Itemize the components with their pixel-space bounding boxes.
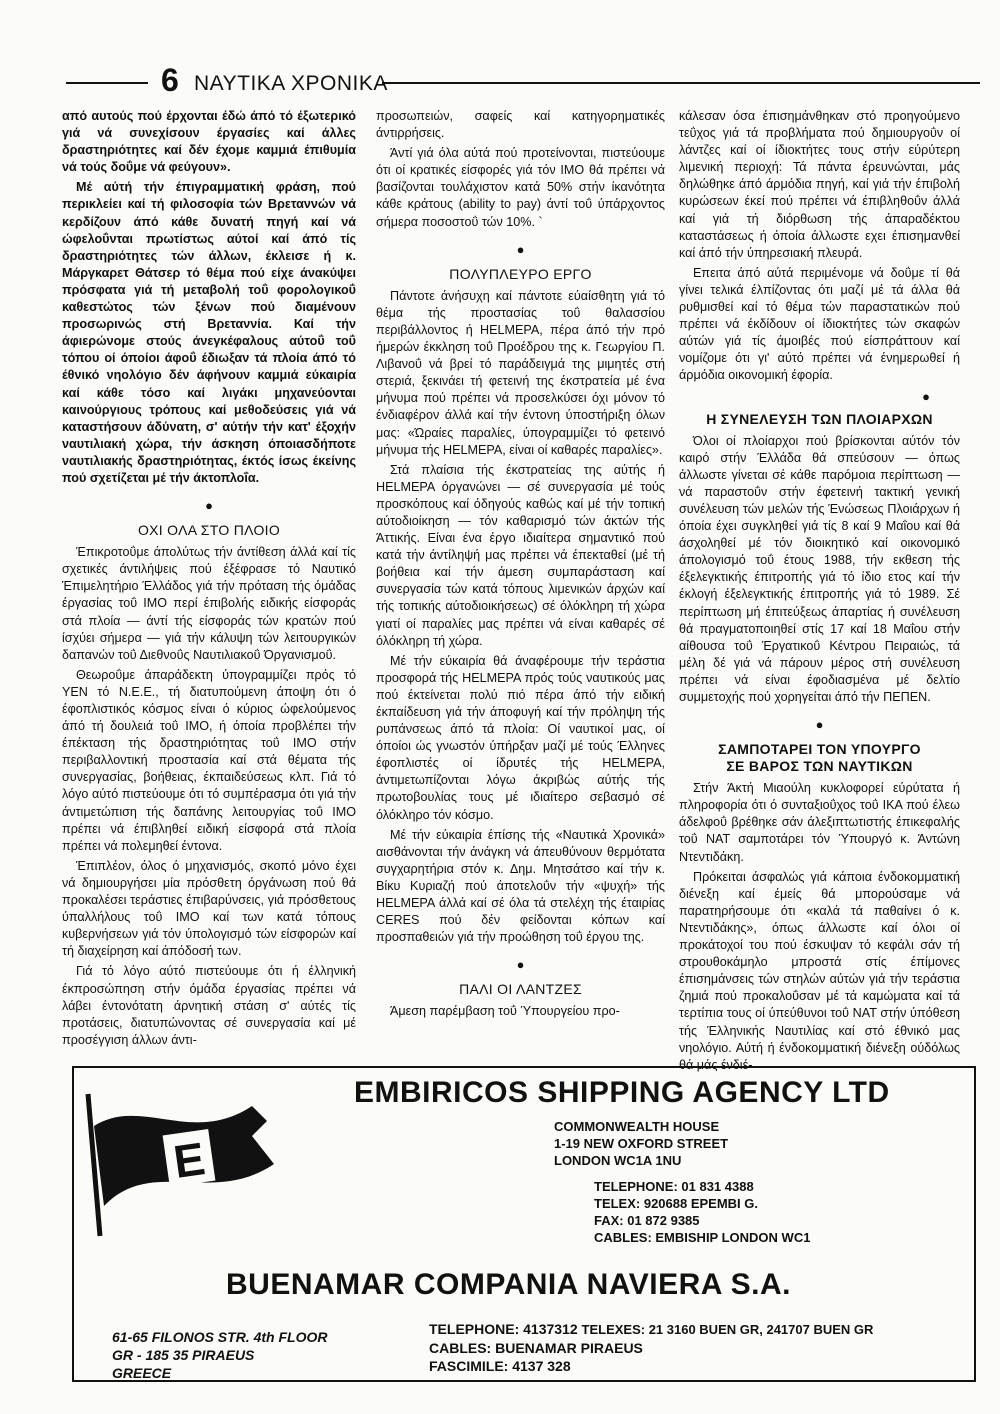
bullet-separator: ●	[922, 388, 930, 404]
header-rule-left	[66, 82, 148, 84]
bullet-separator: ●	[516, 241, 525, 257]
section-heading: Η ΣΥΝΕΛΕΥΣΗ ΤΩΝ ΠΛΟΙΑΡΧΩΝ	[706, 410, 933, 427]
column-1	[62, 108, 356, 1052]
advertisement-box	[72, 1066, 976, 1382]
contact-line: FAX: 01 872 9385	[594, 1213, 700, 1228]
paragraph: προσωπειών, σαφείς καί κατηγορηματικές άντιρρήσεις.	[376, 109, 665, 141]
contact-line	[429, 1320, 873, 1339]
section-heading: ΟΧΙ ΟΛΑ ΣΤΟ ΠΛΟΙΟ	[137, 522, 281, 539]
paragraph: Άμεση παρέμβαση τοΰ Ύπουργείου προ-	[390, 1004, 620, 1019]
piraeus-contact-block	[429, 1320, 873, 1375]
bullet-separator: ●	[205, 498, 213, 514]
flag-letter: E	[170, 1132, 209, 1188]
heading-line: ΣΕ ΒΑΡΟΣ ΤΩΝ ΝΑΥΤΙΚΩΝ	[726, 758, 913, 775]
address-line: LONDON WC1A 1NU	[554, 1153, 682, 1168]
company-name-top: EMBIRICOS SHIPPING AGENCY LTD	[354, 1076, 890, 1109]
company-name-bottom: BUENAMAR COMPANIA NAVIERA S.A.	[226, 1268, 792, 1301]
paragraph: Μέ τήν εύκαιρία θά άναφέρουμε τήν τεράστια προσφορά τής HELMEPA πρός τούς ναυτικούς μας πού έκτείνεται πολύ πιό πέρα άπό τήν ειδική έκπαίδευση γιά τήν άποφυγή καί τήν πρόληψη τής ρυπάνσεως άπό τά πλοία: Οί ναυτικοί μας, οί όποίοι ώς γνωστόν ύπήρξαν μαζί μέ τούς Έλληνες έφοπλιστές οί ίδρυτές τής HELMEPA, άντιμετωπίζονται λόγω άκριβώς αύτής τής πρωτοβουλίας τους μέ ιδιαίτερο σεβασμό σέ όλόκληρο τόν κόσμο.	[376, 653, 665, 822]
bullet-separator: ●	[516, 957, 525, 973]
bullet-separator: ●	[815, 717, 824, 733]
fascimile: FASCIMILE: 4137 328	[429, 1358, 571, 1374]
column-3	[679, 108, 960, 1077]
publication-title: ΝΑΥΤΙΚΑ ΧΡΟΝΙΚΑ	[194, 72, 388, 95]
page-header	[66, 62, 980, 100]
address-line: GR - 185 35 PIRAEUS	[112, 1347, 255, 1363]
telexes: TELEXES: 21 3160 BUEN GR, 241707 BUEN GR	[581, 1322, 874, 1337]
paragraph: Επειτα άπό αύτά περιμένομε νά δοΰμε τί θά γίνει τελικά έλπίζοντας ότι μαζί μέ τά άλλα θά ρυθμισθεί καί τό θέμα τών παραστατικών πού πρέπει νά έκδίδουν οί ίδιοκτήτες τών σκαφών αύτών γιά τίς άμοιβές πού είσπράττουν καί νομίζομε ότι γι' αύτό πρέπει νά ένημερωθεί ή άρμόδια οικονομική έφορία.	[679, 265, 960, 383]
section-heading: ΠΑΛΙ ΟΙ ΛΑΝΤΖΕΣ	[459, 981, 582, 998]
paragraph: Γιά τό λόγο αύτό πιστεύουμε ότι ή έλληνική έκπροσώπηση στήν όμάδα έργασίας πρέπει νά λάβει έντονότατη άρνητική στάση σ' αύτές τίς προτάσεις, διατυπώνοντας σέ συνεργασία καί μέ προσέγγιση άλλων άντι-	[62, 964, 356, 1047]
cables: CABLES: BUENAMAR PIRAEUS	[429, 1340, 643, 1356]
heading-line: ΣΑΜΠΟΤΑΡΕΙ ΤΟΝ ΥΠΟΥΡΓΟ	[718, 741, 921, 758]
page-number: 6	[161, 62, 179, 98]
paragraph: Θεωροΰμε άπαράδεκτη ύπογραμμίζει πρός τό ΥΕΝ τό Ν.Ε.Ε., τή διατυπούμενη άποψη ότι ό έφοπλιστικός κόσμος είναι ό κύριος ώφελούμενος άπό τή δουλειά τοΰ ΙΜΟ, ή όποία προβλέπει τήν έπέκταση τής δραστηριότητας τοΰ ΙΜΟ στήν περιβαλλοντική προστασία καί στά θέματα τής συνεργασίας, βοήθειας, έκπαιδεύσεως κλπ. Γιά τό λόγο αύτό πιστεύουμε ότι τό συμπέρασμα ότι γιά τήν άντιμετώπιση τής δαπάνης λειτουργίας τοΰ ΙΜΟ πρέπει νά έπιβληθεί ειδική είσφορά στά πλοία πρέπει νά πολεμηθεί έντονα.	[62, 667, 356, 853]
address-line: GREECE	[112, 1365, 172, 1381]
column-2	[376, 108, 665, 1024]
paragraph: Στήν Άκτή Μιαούλη κυκλοφορεί εύρύτατα ή πληροφορία ότι ό συνταξιοΰχος τοΰ ΙΚΑ πού έλεω άδελφοΰ βρέθηκε σάν άλεξιπτωτιστής έπικεφαλής τοΰ ΝΑΤ σαμποτάρει τόν Ύπουργό κ. Άντώνη Ντεντιδάκη.	[679, 781, 960, 864]
paragraph: Μέ τήν εύκαιρία έπίσης τής «Ναυτικά Χρονικά» αισθάνονται τήν άνάγκη νά άπευθύνουν θερμότατα συγχαρητήρια στόν κ. Δημ. Μητσάτσο καί τήν κ. Βίκυ Κυριαζή πού άποτελοΰν τήν «ψυχή» τής HELMEPA άλλά καί σέ όλα τά στελέχη τής έταιρίας CERES πού δέν φείδονται κόπων καί προσπαθειών γιά τήν προώθηση τοΰ έργου της.	[376, 827, 665, 945]
contact-line: TELEX: 920688 EPEMBI G.	[594, 1196, 759, 1211]
address-line: 61-65 FILONOS STR. 4th FLOOR	[112, 1329, 328, 1345]
paragraph: Έπικροτοΰμε άπολύτως τήν άντίθεση άλλά καί τίς σχετικές άντιλήψεις πού έξέφρασε τό Ναυτικό Έπιμελητήριο Έλλάδος γιά τήν πρόταση τής όμάδας έργασίας τοΰ ΙΜΟ περί έπιβολής ειδικής είσφοράς στά πλοία — άντί τής είσφοράς τών κρατών πού ίσχύει σήμερα — γιά τήν κάλυψη τών λειτουργικών δαπανών τοΰ Διεθνοΰς Ναυτιλιακοΰ Όργανισμοΰ.	[62, 545, 356, 662]
paragraph: κάλεσαν όσα έπισημάνθηκαν στό προηγούμενο τεΰχος γιά τά προβλήματα πού δημιουργοΰν οί λάντζες καί οί ίδιοκτήτες τους στήν εύρύτερη λιμενική περιοχή: Τά πάντα έρευνώνται, μάς δηλώθηκε άπό άρμόδια πηγή, καί γιά τήν έπιβολή κυρώσεων έκεί πού πρέπει νά έπιβληθοΰν άλλά καί γιά τή διόρθωση τής άπαραδέκτου καταστάσεως ή όποία άλλωστε εχει έπισημανθεί καί άπό τήν ύπηρεσιακή πλευρά.	[679, 109, 960, 260]
address-line: COMMONWEALTH HOUSE	[554, 1119, 720, 1134]
paragraph: Μέ αύτή τήν έπιγραμματική φράση, πού περικλείει καί τή φιλοσοφία τών Βρεταννών νά κερδίζουν άπό κάθε δυνατή πηγή καί νά ώφελοΰνται πρωτίστως αύτοί καί άπό τίς δραστηριότητες τών άλλων, έκλεισε ή κ. Μάργκαρετ Θάτσερ τό θέμα πού είχε άνακύψει πρόσφατα γιά τή μεταβολή τοΰ φορολογικοΰ καθεστώτος τών ξένων πού διαμένουν προσωρινώς στή Βρεταννία. Καί τήν άφιερώνομε στούς άνεγκέφαλους αύτοΰ τοΰ τόπου οί όποίοι άφοΰ έδιωξαν τά πλοία άπό τό έθνικό νηολόγιο δέν άφήνουν καμμιά εύκαιρία καί κάθε τόσο καί λιγάκι μηχανεύονται καινούργιους τρόπους καί μεθοδεύσεις γιά νά καταστήσουν άδύνατη, σ' αύτήν τήν κατ' έξοχήν ναυτιλιακή χώρα, τήν άσκηση όποιασδήποτε ναυτιλιακής δραστηριότητας, έκτός ίσως έκείνης πού σχετίζεται μέ τήν άκτοπλοΐα.	[62, 180, 356, 485]
contact-block	[594, 1178, 810, 1246]
paragraph: Πρόκειται άσφαλώς γιά κάποια ένδοκομματική διένεξη καί έμείς θά μπορούσαμε νά παρατηρήσουμε ότι «καλά τά παθαίνει ό κ. Ντεντιδάκης», όπως άλλωστε καί όλοι οί προκάτοχοί του πού έσκυψαν τό κεφάλι σάν τή στρουθοκάμηλο μπροστά στίς έπίμονες έπισημάνσεις τών στηλών αύτών γιά τήν τεράστια ζημιά πού προκαλοΰσαν μέ τά καμώματα καί τά τερτίπια τους οί ύπεύθυνοι τοΰ ΝΑΤ στήν ύπόθεση τής Έλληνικής Ναυτιλίας καί στό έθνικό μας νηολόγιο. Αύτή ή ένδοκομματική διένεξη ούδόλως θά μάς ένδιέ-	[679, 869, 960, 1072]
paragraph: Άντί γιά όλα αύτά πού προτείνονται, πιστεύουμε ότι οί κρατικές είσφορές γιά τόν ΙΜΟ θά πρέπει νά βασίζονται τουλάχιστον κατά 50% στήν ίκανότητα κάθε κράτους (ability to pay) άντί τοΰ ύπάρχοντος σήμερα ποσοστοΰ τών 10%. `	[376, 146, 665, 229]
section-heading: ΠΟΛΥΠΛΕΥΡΟ ΕΡΓΟ	[449, 265, 592, 282]
paragraph: Έπιπλέον, όλος ό μηχανισμός, σκοπό μόνο έχει νά δημιουργήσει μία πρόσθετη όργάνωση πού θά προκαλέσει τεράστιες έπιβαρύνσεις, γιά πρόσθετους ύπαλλήλους τοΰ ΙΜΟ καί των κατά τόπους κυβερνήσεων γιά τόν ύπολογισμό τών είσφορών καί τή διαχείρηση καί άπόδοσή των.	[62, 858, 356, 959]
address-block	[554, 1118, 728, 1169]
paragraph: Πάντοτε άνήσυχη καί πάντοτε εύαίσθητη γιά τό θέμα τής προστασίας τοΰ θαλασσίου περιβάλλοντος ή HELMEPA, πέρα άπό τήν πρό ήμερών έκκληση τοΰ Προέδρου της κ. Γεωργίου Π. Λιβανοΰ νά βρεί τό παράδειγμά της μιμητές στή στεριά, ξεκινάει τή φετεινή της έκστρατεία μέ ένα μήνυμα πού πρέπει νά προσελκύσει όχι μόνον τό ένδιαφέρον άλλά καί τήν έντονη ύποστήριξη όλων μας: «Ώραίες παραλίες, ύπογραμμίζει τό φετεινό μήνυμα τής HELMEPA, είναι οί καθαρές παραλίες».	[376, 288, 665, 457]
paragraph: Όλοι οί πλοίαρχοι πού βρίσκονται αύτόν τόν καιρό στήν Έλλάδα θά σπεύσουν — όπως άλλωστε γίνεται σέ κάθε παρόμοια περίπτωση — νά παραστοΰν στήν έφετεινή τακτική γενική συνέλευση τών μελών τής Ένώσεως Πλοιάρχων ή όποία έχει συγκληθεί γιά τίς 8 καί 9 Μαΐου καί θά άσχοληθεί μέ τόν διοικητικό καί οικονομικό άπολογισμό τοΰ έτους 1988, τήν εκθεση τής έξελεγκτικής έπιτροπής γιά τό ίδιο ετος καί τήν έκλογή έξελεγκτικής έπιτροπής γιά τό 1989. Σέ περίπτωση μή έπιτεύξεως άπαρτίας ή συνέλευση θά πραγματοποιηθεί στίς 17 καί 18 Μαΐου στήν αίθουσα τοΰ Έργατικοΰ Κέντρου Πειραιώς, τά μέλη δέ γιά νά πάρουν μέρος στή συνέλευση πρέπει νά είναι έφοδιασμένα μέ δελτίο συμμετοχής πού χορηγείται άπό τήν ΠΕΠΕΝ.	[679, 433, 960, 704]
paragraph: Στά πλαίσια τής έκστρατείας της αύτής ή HELMEPA όργανώνει — σέ συνεργασία μέ τούς προσκόπους καί όδηγούς καθώς καί μέ τήν τοπική αύτοδιοίκηση — τόν καθαρισμό τών άκτών τής Άττικής. Είναι ένα έργο ιδιαίτερα σημαντικό πού κατά τήν άντίληψή μας πρέπει νά έπεκταθεί (μέ τή βοήθεια καί τήν άμεση συμπαράσταση καί συνεργασία τών κατά τόπους λιμενικών άρχών καί τής τοπικής αύτοδιοικήσεως) σέ όλόκληρη τή χώρα γιατί οί παραλίες μας πρέπει νά είναι καθαρές σέ όλόκληρη τή χώρα.	[376, 462, 665, 648]
intro-block	[62, 108, 356, 487]
section-heading	[679, 741, 960, 775]
telephone: TELEPHONE: 4137312	[429, 1321, 578, 1337]
contact-line: TELEPHONE: 01 831 4388	[594, 1179, 754, 1194]
header-rule-right	[382, 82, 980, 84]
paragraph: από αυτούς πού έρχονται έδώ άπό τό έξωτερικό γιά νά συνεχίσουν έργασίες καί άλλες δραστηριότητες καί δέν έχομε καμμιά έπιθυμία νά τούς δοΰμε νά φεύγουν».	[62, 109, 356, 175]
contact-line: CABLES: EMBISHIP LONDON WC1	[594, 1230, 811, 1245]
flag-logo-icon	[82, 1086, 282, 1246]
address-line: 1-19 NEW OXFORD STREET	[554, 1136, 729, 1151]
piraeus-address-block	[112, 1328, 327, 1382]
